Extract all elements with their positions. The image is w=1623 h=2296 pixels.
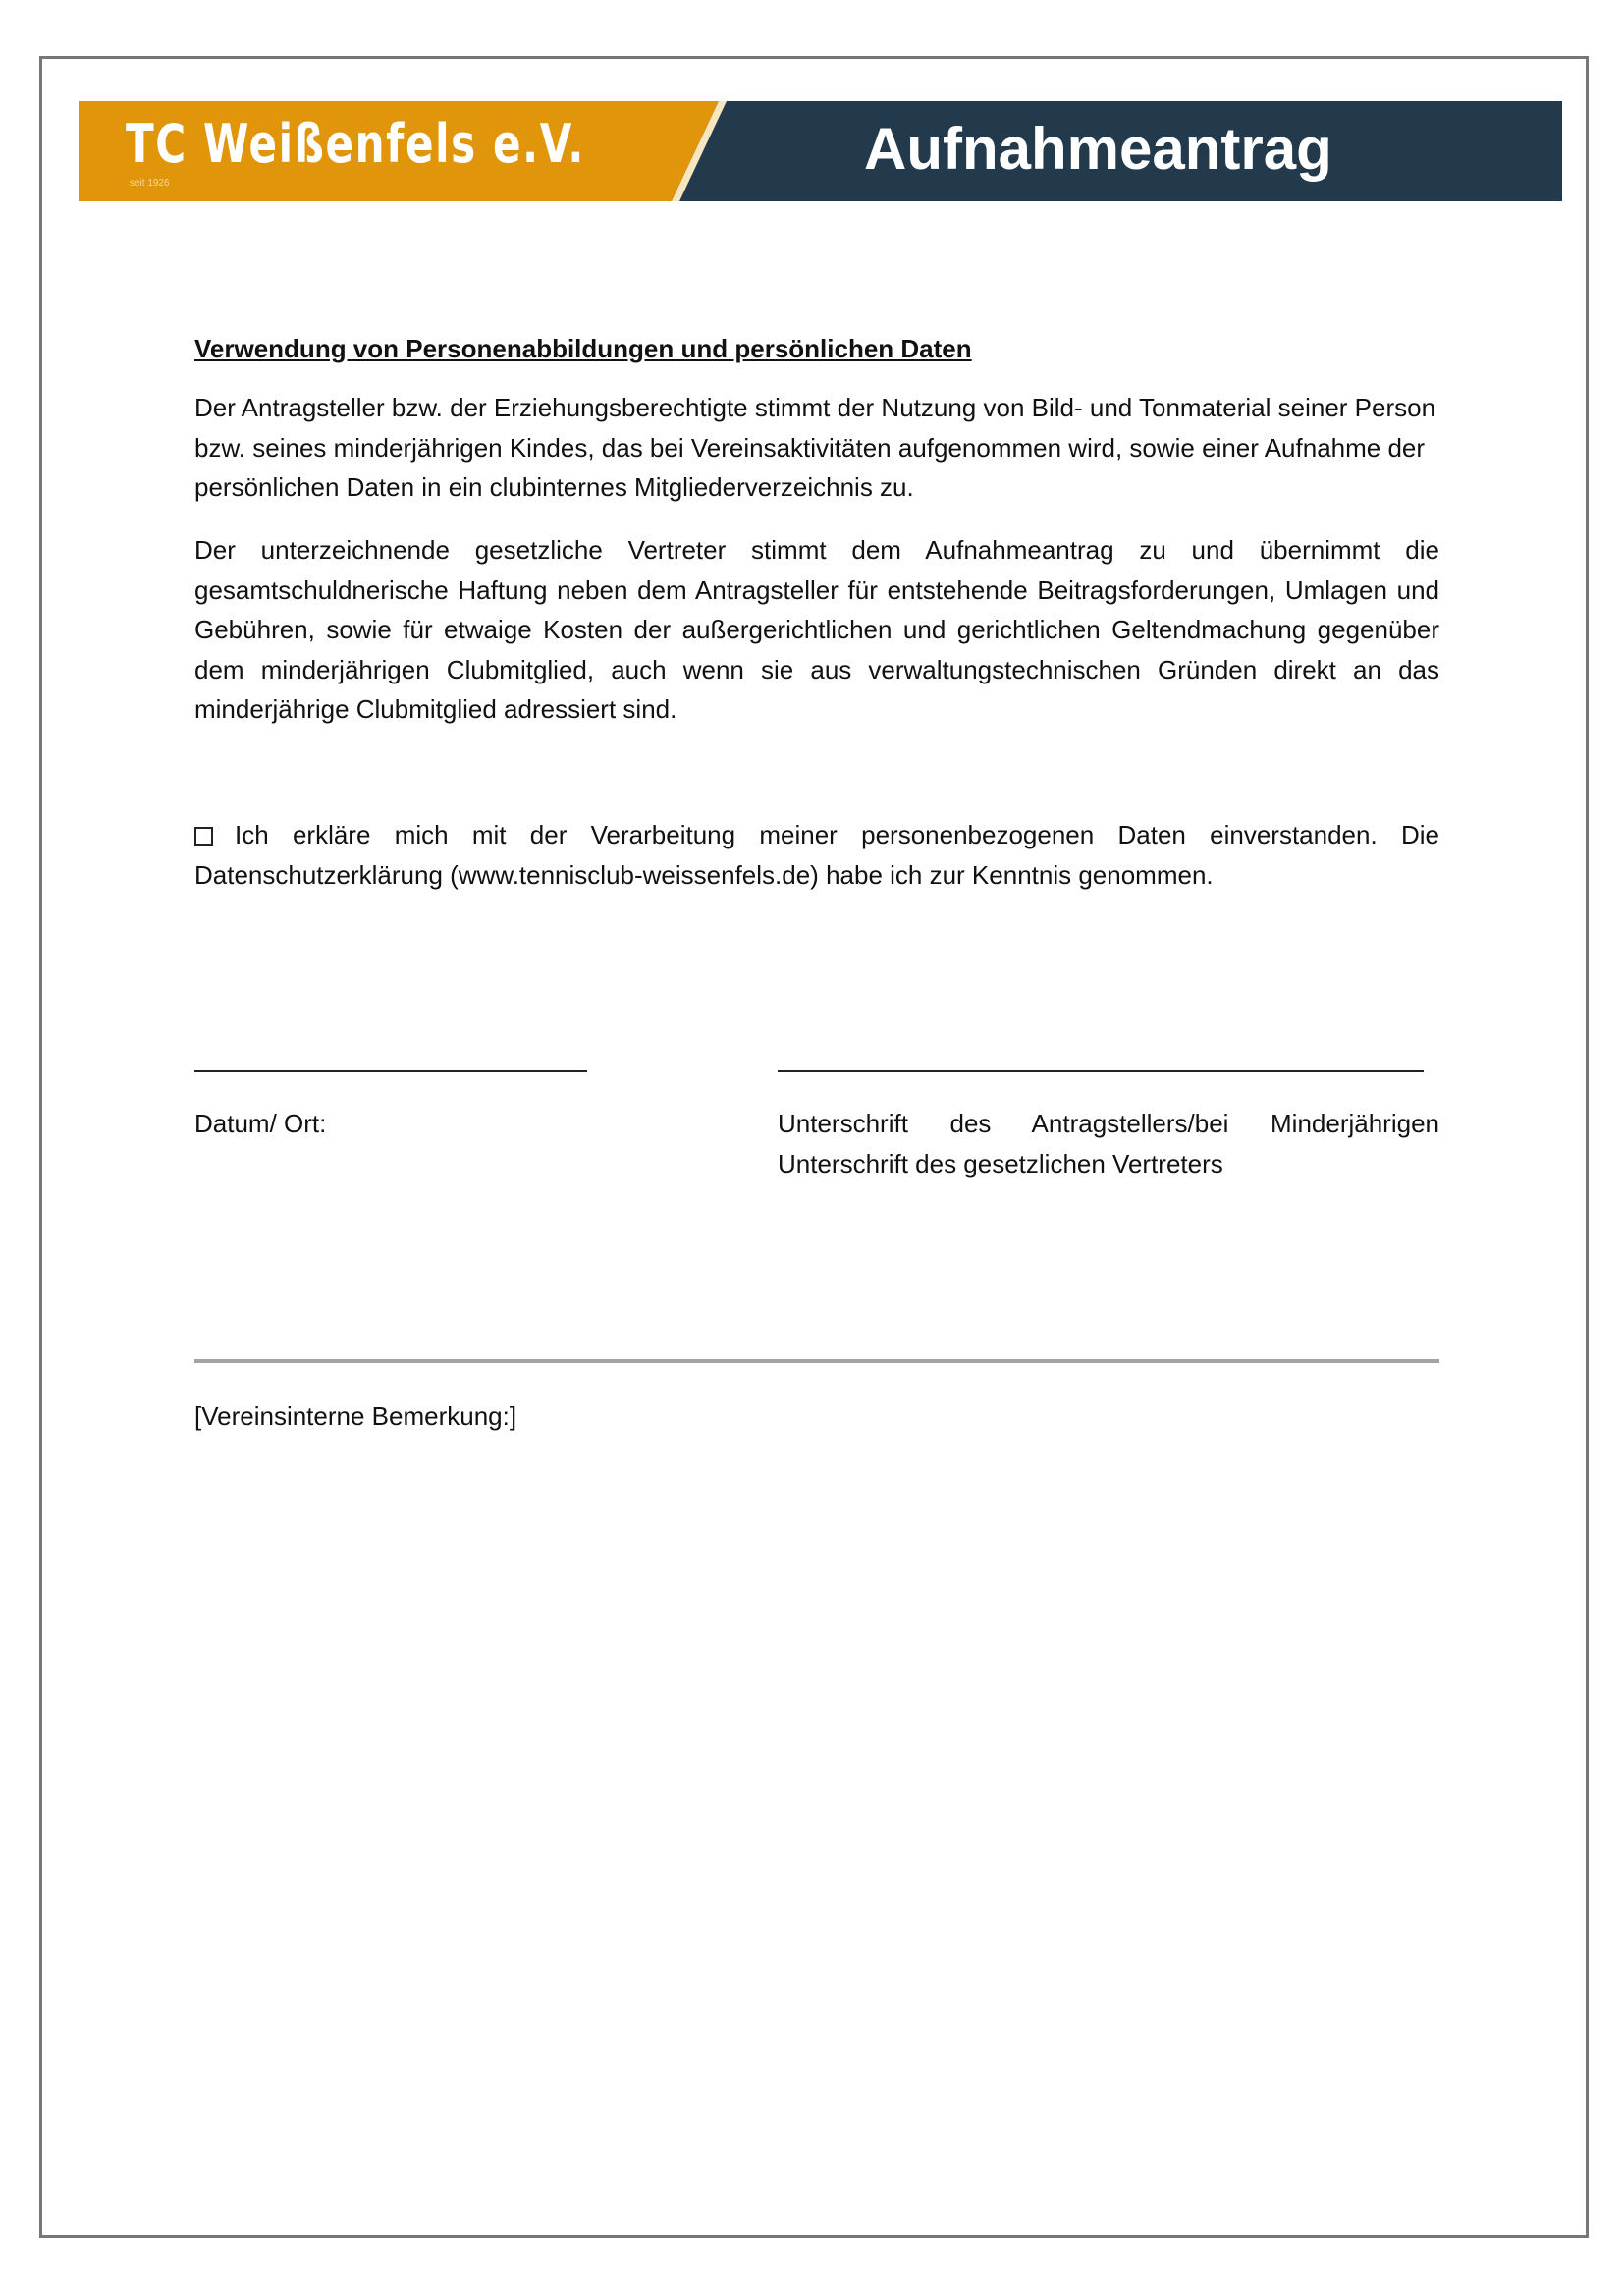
consent-text: Ich erkläre mich mit der Verarbeitung meiner personenbezogenen Daten einverstanden. Die Datenschutzerklärung (www.tennisclub-weissenfels.de) habe ich zur Kenntnis genommen. (194, 820, 1439, 890)
data-consent-statement (194, 815, 1439, 895)
signature-label-line2: Unterschrift des gesetzlichen Vertreters (778, 1148, 1223, 1178)
document-title: Aufnahmeantrag (864, 116, 1332, 182)
image-data-consent-paragraph: Der Antragsteller bzw. der Erziehungsberechtigte stimmt der Nutzung von Bild- und Tonmaterial seiner Person bzw. seines minderjährigen Kindes, das bei Vereinsaktivitäten aufgenommen wird, sowie einer Aufnahme der persönlichen Daten in ein clubinternes Mitgliederverzeichnis zu. (194, 393, 1436, 502)
header-banner (79, 101, 1562, 201)
section-heading: Verwendung von Personenabbildungen und persönlichen Daten (194, 334, 972, 363)
signature-label-line1: Unterschrift des Antragstellers/bei Minderjährigen (778, 1109, 1439, 1138)
section-divider (194, 1359, 1439, 1363)
signature-label (778, 1104, 1439, 1183)
guardian-liability-paragraph: Der unterzeichnende gesetzliche Vertreter stimmt dem Aufnahmeantrag zu und übernimmt die gesamtschuldnerische Haftung neben dem Antragsteller für entstehende Beitragsforderungen, Umlagen und Gebühren, sowie für etwaige Kosten der außergerichtlichen und gerichtlichen Geltendmachung gegenüber dem minderjährigen Clubmitglied, auch wenn sie aus verwaltungstechnischen Gründen direkt an das minderjährige Clubmitglied adressiert sind. (194, 535, 1439, 724)
date-place-signature-line[interactable] (194, 1070, 587, 1072)
applicant-signature-line[interactable] (778, 1070, 1424, 1072)
consent-checkbox[interactable] (194, 827, 213, 846)
internal-remark-label: [Vereinsinterne Bemerkung:] (194, 1401, 517, 1431)
club-since-text: seit 1926 (130, 178, 170, 189)
date-place-label: Datum/ Ort: (194, 1109, 327, 1138)
club-logo-text: TC Weißenfels e.V. (126, 113, 585, 175)
